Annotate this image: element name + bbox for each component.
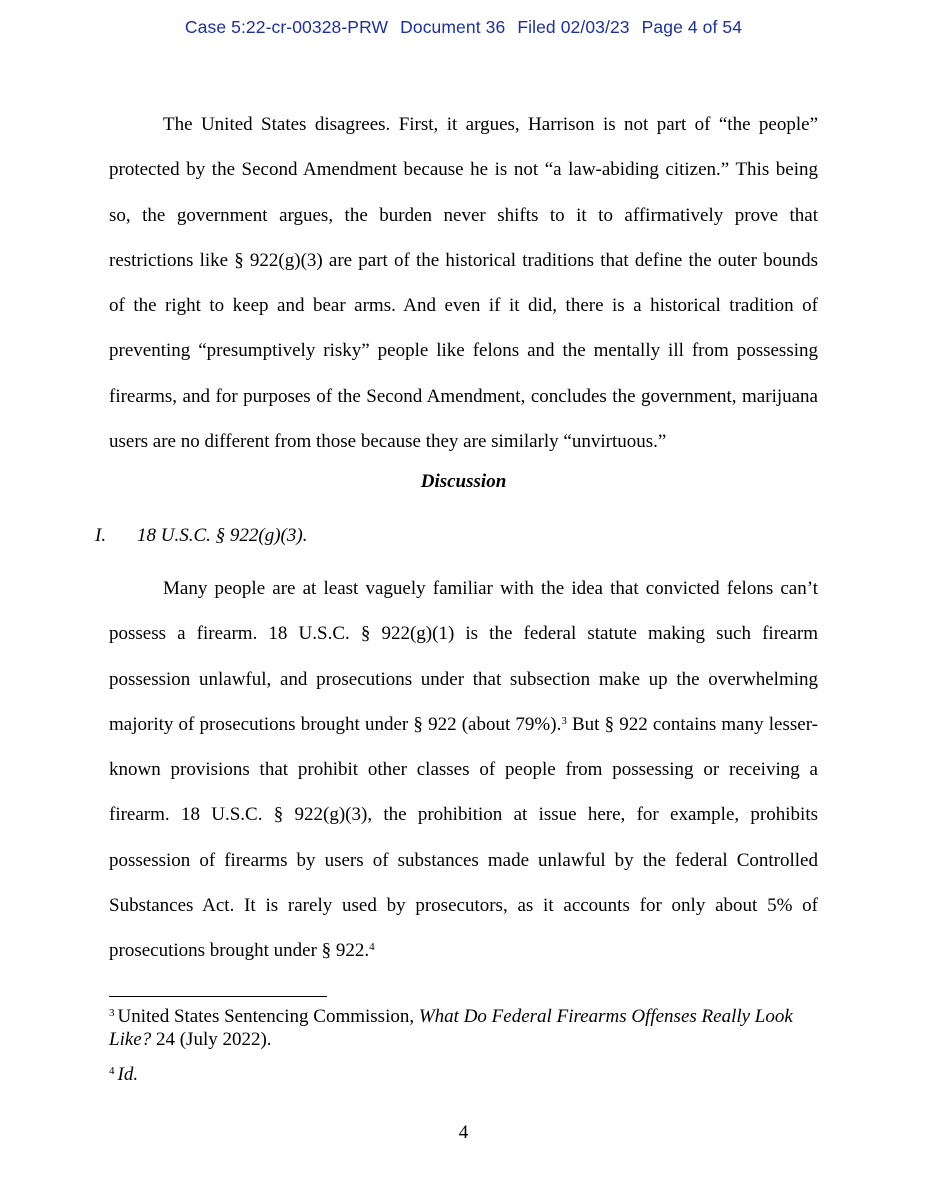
section-heading	[95, 525, 307, 547]
footnotes	[109, 1005, 818, 1098]
paragraph-2	[109, 566, 818, 974]
footnote-divider	[109, 996, 327, 997]
footnote-4	[109, 1063, 818, 1086]
footnote-text: 24 (July 2022).	[151, 1029, 272, 1050]
paragraph-text-part: Many people are at least vaguely familiar with the idea that convicted felons can’t possess a firearm. 18 U.S.C. § 922(g)(1) is the federal statute making such firearm possession unlawful, and prosecutions under that subsection make up the overwhelming majority of prosecutions brought under § 922 (about 79%).	[109, 578, 818, 735]
page-of-total: Page 4 of 54	[641, 17, 743, 37]
footnote-text: United States Sentencing Commission,	[117, 1006, 419, 1027]
paragraph-text-part: But § 922 contains many lesser-known provisions that prohibit other classes of people from possessing or receiving a firearm. 18 U.S.C. § 922(g)(3), the prohibition at issue here, for example, prohibits possession of firearms by users of substances made unlawful by the federal Controlled Substances Act. It is rarely used by prosecutors, as it accounts for only about 5% of prosecutions brought under § 922.	[109, 713, 818, 962]
footnote-ref-4[interactable]: 4	[369, 941, 375, 954]
case-header	[0, 17, 927, 38]
document-number: Document 36	[400, 17, 506, 37]
section-title: 18 U.S.C. § 922(g)(3).	[137, 525, 308, 546]
discussion-heading: Discussion	[420, 471, 507, 492]
case-number: Case 5:22-cr-00328-PRW	[184, 17, 389, 37]
footnote-3	[109, 1005, 818, 1051]
footnote-ref-3[interactable]: 3	[561, 714, 567, 727]
filed-date: Filed 02/03/23	[517, 17, 630, 37]
paragraph-text	[109, 566, 818, 974]
footnote-title: What Do Federal Firearms Offenses Really Look Like?	[109, 1006, 793, 1050]
paragraph-1	[109, 102, 818, 464]
footnote-number: 3	[109, 1006, 115, 1019]
paragraph-text: The United States disagrees. First, it argues, Harrison is not part of “the people” protected by the Second Amendment because he is not “a law-abiding citizen.” This being so, the government argues, the burden never shifts to it to affirmatively prove that restrictions like § 922(g)(3) are part of the historical traditions that define the outer bounds of the right to keep and bear arms. And even if it did, there is a historical tradition of preventing “presumptively risky” people like felons and the mentally ill from possessing firearms, and for purposes of the Second Amendment, concludes the government, marijuana users are no different from those because they are similarly “unvirtuous.”	[109, 114, 818, 453]
section-number: I.	[95, 525, 107, 546]
footnote-number: 4	[109, 1064, 115, 1077]
footnote-text: Id.	[117, 1064, 139, 1085]
page-number: 4	[458, 1122, 469, 1143]
